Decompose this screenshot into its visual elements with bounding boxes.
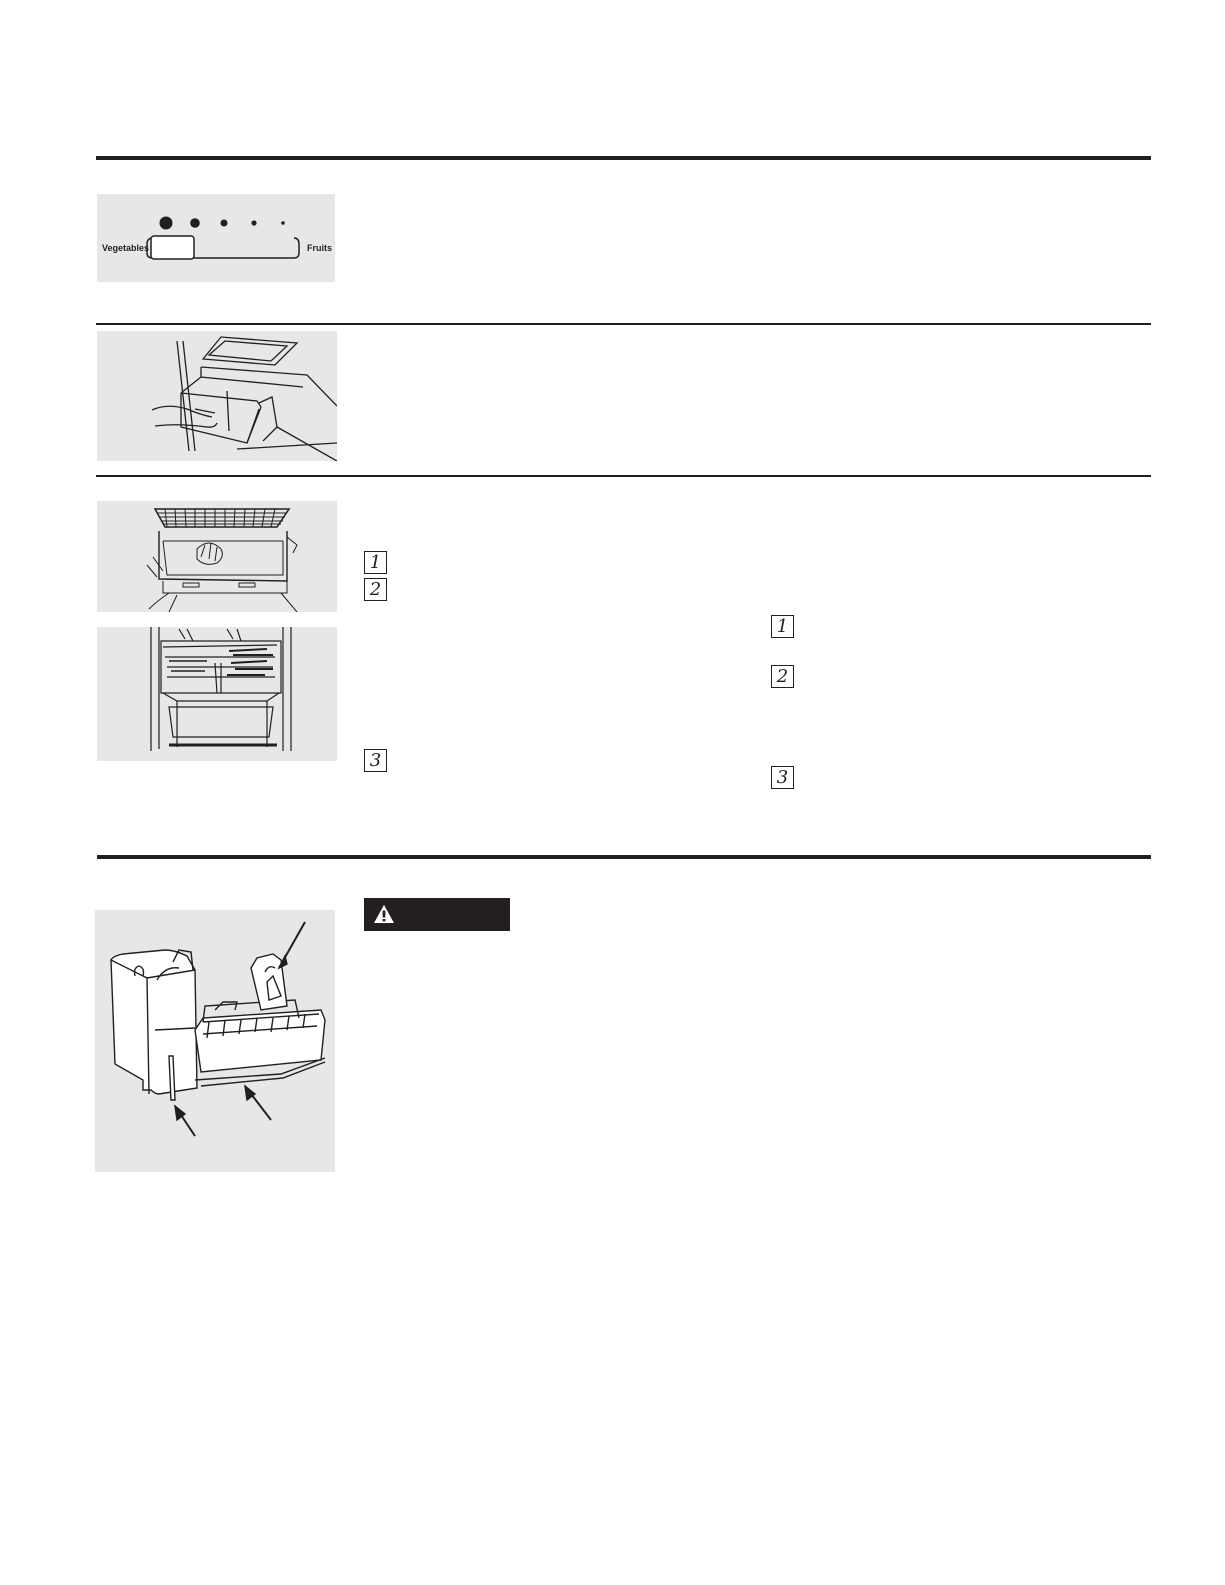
step-3-left: 3 bbox=[364, 749, 387, 772]
humidity-level-dot-5 bbox=[281, 221, 285, 225]
step-1-left: 1 bbox=[364, 551, 387, 574]
warning-banner bbox=[364, 898, 510, 931]
humidity-level-dot-4 bbox=[251, 220, 256, 225]
warning-triangle-icon bbox=[373, 904, 395, 924]
humidity-control-illustration bbox=[97, 194, 335, 282]
humidity-level-dot-1 bbox=[160, 217, 173, 230]
step-2-left: 2 bbox=[364, 578, 387, 601]
step-2-right: 2 bbox=[771, 665, 794, 688]
fruits-label: Fruits bbox=[307, 243, 333, 253]
section-rule-4 bbox=[97, 855, 1151, 859]
step-1-right: 1 bbox=[771, 615, 794, 638]
section-rule-3 bbox=[96, 475, 1151, 477]
fridge-interior-illustration bbox=[97, 627, 337, 761]
drawer-removal-illustration bbox=[97, 331, 337, 461]
crisper-shelf-illustration bbox=[97, 501, 337, 612]
humidity-level-dot-3 bbox=[221, 220, 228, 227]
section-rule-2 bbox=[96, 323, 1151, 325]
humidity-level-dot-2 bbox=[190, 218, 200, 228]
step-3-right: 3 bbox=[771, 766, 794, 789]
section-rule-top bbox=[96, 156, 1151, 160]
vegetables-label: Vegetables bbox=[102, 243, 150, 253]
humidity-slider-knob bbox=[151, 236, 194, 259]
icemaker-illustration bbox=[95, 910, 335, 1172]
